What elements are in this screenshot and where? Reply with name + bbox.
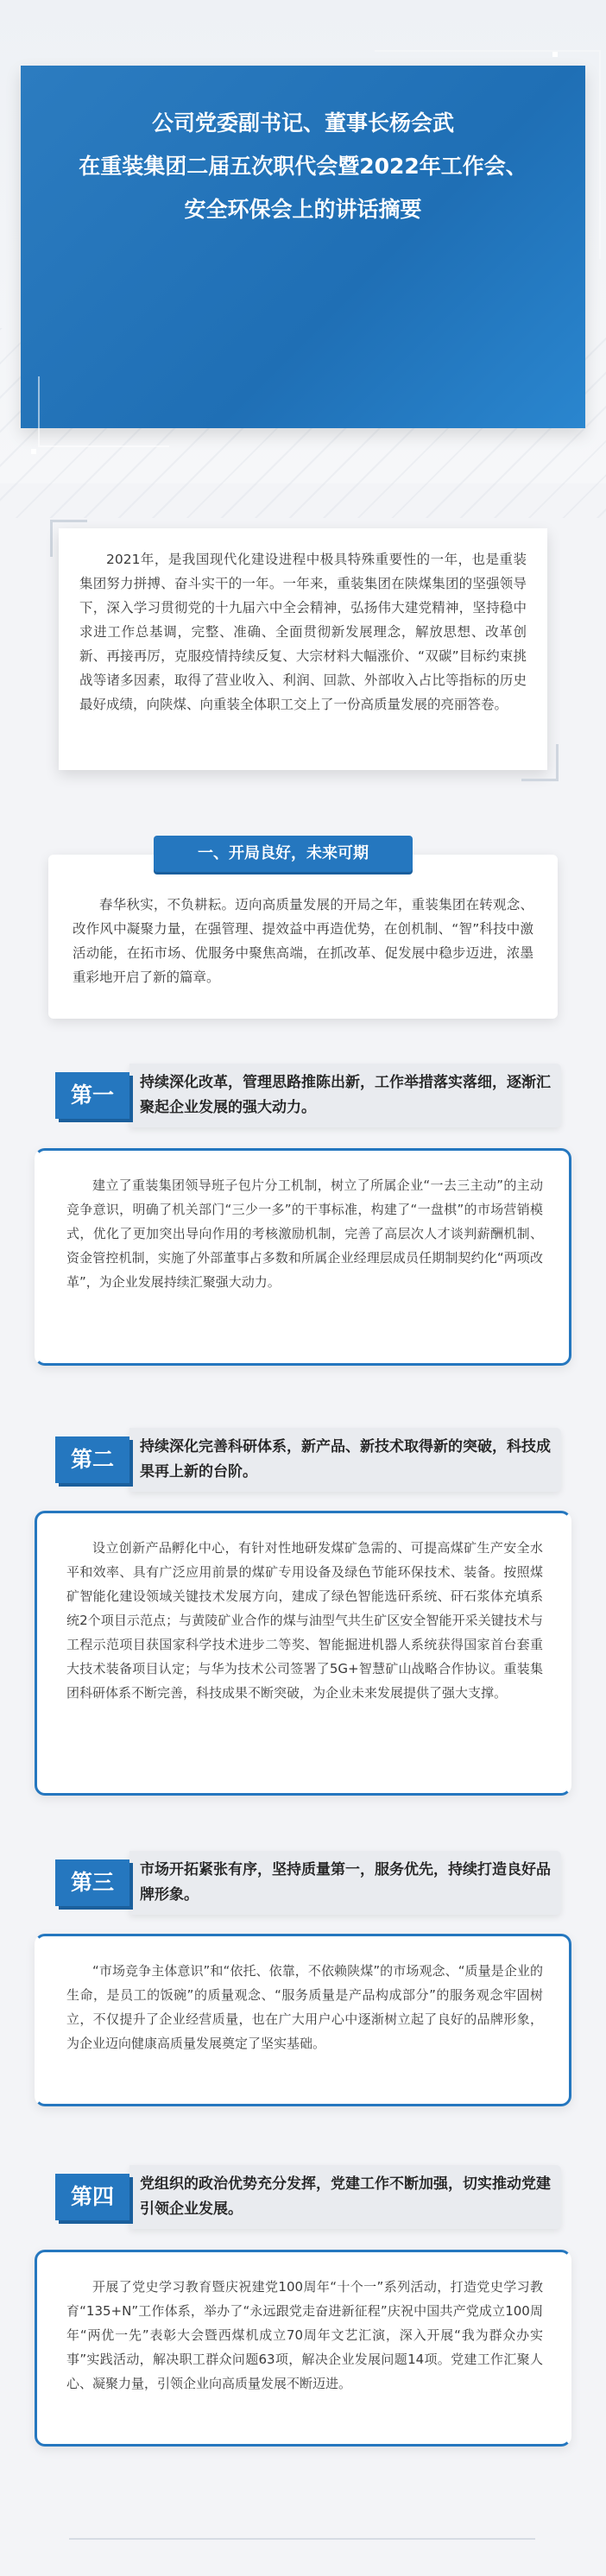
item1-paragraph: 建立了重装集团领导班子包片分工机制，树立了所属企业“一去三主动”的主动竞争意识，明确了机关部门“三少一多”的干事标准，构建了“一盘棋”的市场营销模式，优化了更加突出导向作用的考核激励机制，完善了高层次人才谈判薪酬机制、资金管控机制，实施了外部董事占多数和所属企业经理层成员任期制契约化“两项改革”，为企业发展持续汇聚强大动力。 bbox=[35, 1148, 571, 1366]
intro-corner-decoration bbox=[521, 744, 559, 781]
item4-headline: 党组织的政治优势充分发挥，党建工作不断加强，切实推动党建引领企业发展。 bbox=[140, 2175, 551, 2218]
item3-headline: 市场开拓紧张有序，坚持质量第一，服务优先，持续打造良好品牌形象。 bbox=[140, 1861, 551, 1904]
item4-paragraph: 开展了党史学习教育暨庆祝建党100周年“十个一”系列活动，打造党史学习教育“135+N”工作体系，举办了“永远跟党走奋进新征程”庆祝中国共产党成立100周年“两优一先”表彰大会暨西煤机成立70周年文艺汇演，深入开展“我为群众办实事”实践活动，解决职工群众问题63项，解决企业发展问题14项。党建工作汇聚人心、凝聚力量，引领企业向高质量发展不断迈进。 bbox=[35, 2250, 571, 2447]
decorative-dot bbox=[552, 52, 558, 57]
item1-headline: 持续深化改革，管理思路推陈出新，工作举措落实落细，逐渐汇聚起企业发展的强大动力。 bbox=[140, 1074, 551, 1116]
item4-tag: 第四 bbox=[55, 2174, 129, 2220]
bottom-divider bbox=[69, 2538, 535, 2540]
item3-tag: 第三 bbox=[55, 1859, 129, 1906]
item2-paragraph: 设立创新产品孵化中心，有针对性地研发煤矿急需的、可提高煤矿生产安全水平和效率、具有广泛应用前景的煤矿专用设备及绿色节能环保技术、装备。按照煤矿智能化建设领域关键技术发展方向，建成了绿色智能选矸系统、矸石浆体充填系统2个项目示范点；与黄陵矿业合作的煤与油型气共生矿区安全智能开采关键技术与工程示范项目获国家科学技术进步二等奖、智能掘进机器人系统获得国家首台套重大技术装备项目认定；与华为技术公司签署了5G+智慧矿山战略合作协议。重装集团科研体系不断完善，科技成果不断突破，为企业未来发展提供了强大支撑。 bbox=[35, 1511, 571, 1796]
item2-headline: 持续深化完善科研体系，新产品、新技术取得新的突破，科技成果再上新的台阶。 bbox=[140, 1438, 551, 1481]
title-line-2: 在重装集团二届五次职代会暨2022年工作会、 bbox=[79, 154, 527, 179]
decorative-dot bbox=[31, 449, 36, 454]
item3-paragraph: “市场竞争主体意识”和“依托、依靠，不依赖陕煤”的市场观念、“质量是企业的生命，是员工的饭碗”的质量观念、“服务质量是产品构成部分”的服务观念牢固树立，不仅提升了企业经营质量，也在广大用户心中逐渐树立起了良好的品牌形象，为企业迈向健康高质量发展奠定了坚实基础。 bbox=[35, 1934, 571, 2106]
item2-tag: 第二 bbox=[55, 1436, 129, 1483]
title-line-1: 公司党委副书记、董事长杨会武 bbox=[151, 110, 454, 136]
section1-heading: 一、开局良好，未来可期 bbox=[154, 836, 413, 872]
title-line-3: 安全环保会上的讲话摘要 bbox=[184, 197, 422, 222]
section1-paragraph: 春华秋实，不负耕耘。迈向高质量发展的开局之年，重装集团在转观念、改作风中凝聚力量，在强管理、提效益中再造优势，在创机制、“智”科技中激活动能，在拓市场、优服务中聚焦高端，在抓改革、促发展中稳步迈进，浓墨重彩地开启了新的篇章。 bbox=[48, 855, 558, 1019]
page-title bbox=[41, 102, 565, 231]
intro-paragraph: 2021年，是我国现代化建设进程中极具特殊重要性的一年，也是重装集团努力拼搏、奋斗实干的一年。一年来，重装集团在陕煤集团的坚强领导下，深入学习贯彻党的十九届六中全会精神，弘扬伟大建党精神，坚持稳中求进工作总基调，完整、准确、全面贯彻新发展理念，解放思想、改革创新、再接再厉，克服疫情持续反复、大宗材料大幅涨价、“双碳”目标约束挑战等诸多因素，取得了营业收入、利润、回款、外部收入占比等指标的历史最好成绩，向陕煤、向重装全体职工交上了一份高质量发展的亮丽答卷。 bbox=[59, 528, 547, 770]
item1-tag: 第一 bbox=[55, 1072, 129, 1119]
